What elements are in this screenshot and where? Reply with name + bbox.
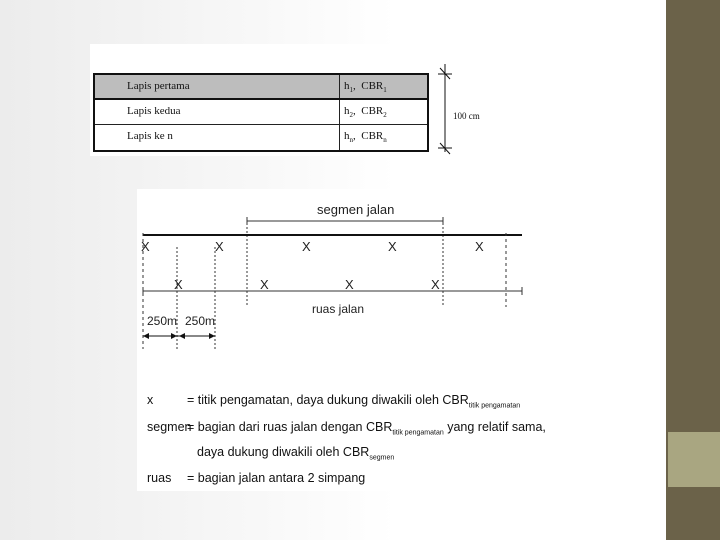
- layer-name: Lapis pertama: [127, 80, 190, 92]
- dimension-lines: [90, 44, 488, 156]
- layer-values: $h_n$, $CBR_n$: [344, 130, 387, 145]
- depth-dimension-label: 100 cm: [453, 111, 480, 121]
- observation-point: X: [345, 277, 354, 292]
- observation-point: X: [215, 239, 224, 254]
- distance-label: 250m: [185, 314, 216, 328]
- observation-point: X: [260, 277, 269, 292]
- layer-table-figure: [90, 44, 488, 156]
- observation-point: X: [174, 277, 183, 292]
- legend-row-segment-continued: daya dukung diwakili oleh $CBR_{segmen}$: [197, 445, 395, 462]
- layer-values: $h_1$, $CBR_1$: [344, 80, 387, 95]
- observation-point: X: [388, 239, 397, 254]
- legend-row-road: ruas = bagian jalan antara 2 simpang: [147, 471, 366, 485]
- legend-row-x: x = titik pengamatan, daya dukung diwakili oleh $CBR_{titik pengamatan}$: [147, 393, 521, 410]
- decorative-accent-bar: [668, 432, 720, 487]
- layer-name: Lapis kedua: [127, 105, 181, 117]
- road-label: ruas jalan: [312, 302, 365, 316]
- segment-diagram-figure: [137, 189, 548, 491]
- observation-point: X: [141, 239, 150, 254]
- legend-row-segment: segmen= bagian dari ruas jalan dengan $CBR_{titik pengamatan}$ yang relatif sama,: [147, 420, 546, 437]
- distance-label: 250m: [147, 314, 178, 328]
- observation-point: X: [475, 239, 484, 254]
- layer-name: Lapis ke n: [127, 130, 173, 142]
- observation-point: X: [302, 239, 311, 254]
- observation-point: X: [431, 277, 440, 292]
- layer-values: $h_2$, $CBR_2$: [344, 105, 387, 120]
- segment-label: segmen jalan: [317, 202, 395, 217]
